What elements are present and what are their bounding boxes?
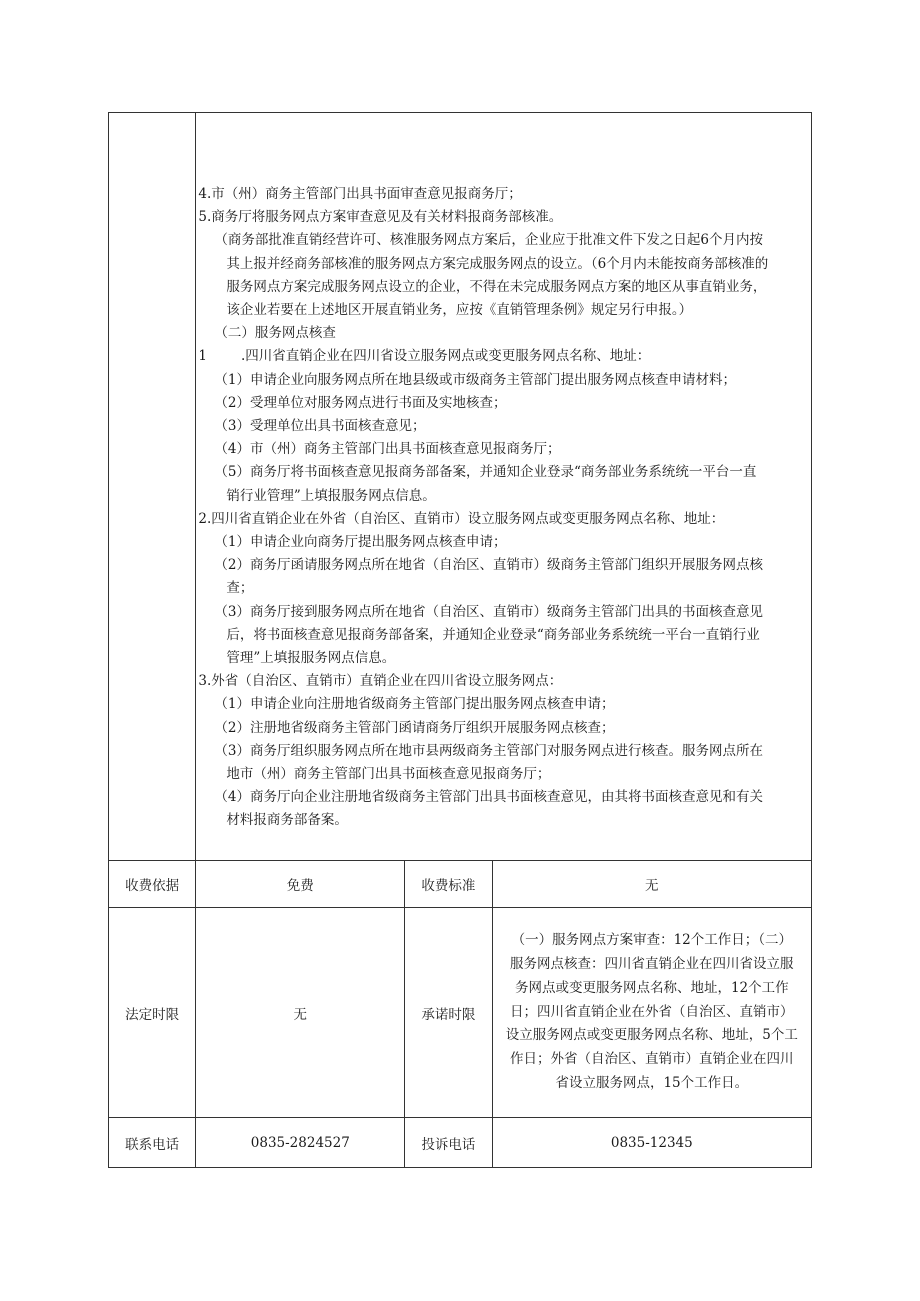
- promise-time-line: 日；四川省直销企业在外省（自治区、直销市）: [510, 1003, 794, 1020]
- fee-standard-value: 无: [492, 861, 811, 908]
- item1-step: （2）受理单位对服务网点进行书面及实地核查；: [214, 394, 507, 411]
- promise-time-line: 服务网点核查：四川省直销企业在四川省设立服: [510, 956, 794, 972]
- item2-step: 管理”上填报服务网点信息。: [226, 650, 396, 667]
- approval-note-line: 服务网点方案完成服务网点设立的企业，不得在未完成服务网点方案的地区从事直销业务，: [226, 278, 767, 295]
- fee-basis-value: 免费: [196, 861, 405, 908]
- item2-step: （1）申请企业向商务厅提出服务网点核查申请；: [214, 534, 507, 551]
- fee-row: [109, 861, 812, 908]
- promise-time-line: （一）服务网点方案审查：12个工作日；（二）: [511, 932, 793, 949]
- item3-step: （1）申请企业向注册地省级商务主管部门提出服务网点核查申请；: [214, 696, 615, 713]
- item2-title: 2.四川省直销企业在外省（自治区、直销市）设立服务网点或变更服务网点名称、地址：: [198, 510, 725, 527]
- procedure-line: 5.商务厅将服务网点方案审查意见及有关材料报商务部核准。: [198, 209, 563, 226]
- contact-row: [109, 1118, 812, 1168]
- fee-basis-label: 收费依据: [109, 861, 196, 908]
- item2-step: 后，将书面核查意见报商务部备案，并通知企业登录“商务部业务系统统一平台一直销行业: [226, 626, 760, 643]
- item1-step: （5）商务厅将书面核查意见报商务部备案，并通知企业登录“商务部业务系统统一平台一直: [214, 464, 757, 481]
- procedure-content-cell: [196, 113, 812, 861]
- item3-step: （2）注册地省级商务主管部门函请商务厅组织开展服务网点核查；: [214, 719, 615, 736]
- procedure-line: 4.市（州）商务主管部门出具书面审查意见报商务厅；: [198, 186, 522, 202]
- complaint-phone-value: 0835-12345: [492, 1118, 811, 1168]
- approval-note-line: 该企业若要在上述地区开展直销业务，应按《直销管理条例》规定另行申报。）: [226, 302, 693, 319]
- approval-note-line: 其上报并经商务部核准的服务网点方案完成服务网点的设立。（6个月内未能按商务部核准的: [226, 255, 769, 272]
- contact-phone-value: 0835-2824527: [196, 1118, 405, 1168]
- item2-step: （2）商务厅函请服务网点所在地省（自治区、直销市）级商务主管部门组织开展服务网点核: [214, 557, 763, 574]
- approval-note-line: （商务部批准直销经营许可、核准服务网点方案后，企业应于批准文件下发之日起6个月内按: [214, 232, 763, 249]
- item1-title: [198, 345, 809, 368]
- item1-step: （3）受理单位出具书面核查意见；: [214, 418, 426, 435]
- legal-time-value: 无: [196, 908, 405, 1118]
- item3-step: （4）商务厅向企业注册地省级商务主管部门出具书面核查意见，由其将书面核查意见和有关: [214, 789, 763, 806]
- item3-step: 材料报商务部备案。: [226, 812, 348, 829]
- promise-time-line: 设立服务网点或变更服务网点名称、地址，5个工: [505, 1027, 798, 1044]
- fee-standard-label: 收费标准: [405, 861, 492, 908]
- item1-step: 销行业管理”上填报服务网点信息。: [226, 487, 436, 504]
- procedure-row: [109, 113, 812, 861]
- contact-phone-label: 联系电话: [109, 1118, 196, 1168]
- item1-title-text: .四川省直销企业在四川省设立服务网点或变更服务网点名称、地址：: [240, 348, 651, 365]
- item1-step: （1）申请企业向服务网点所在地县级或市级商务主管部门提出服务网点核查申请材料；: [214, 371, 736, 388]
- item3-title: 3.外省（自治区、直销市）直销企业在四川省设立服务网点：: [198, 673, 563, 690]
- item2-step: （3）商务厅接到服务网点所在地省（自治区、直销市）级商务主管部门出具的书面核查意见: [214, 603, 763, 620]
- complaint-phone-label: 投诉电话: [405, 1118, 492, 1168]
- promise-time-value: [492, 908, 811, 1118]
- item3-step: （3）商务厅组织服务网点所在地市县两级商务主管部门对服务网点进行核查。服务网点所在: [214, 742, 763, 759]
- legal-time-label: 法定时限: [109, 908, 196, 1118]
- promise-time-line: 省设立服务网点，15个工作日。: [555, 1074, 749, 1091]
- procedure-label-cell: [109, 113, 196, 861]
- item1-number: 1: [198, 348, 207, 365]
- section-title: （二）服务网点核查: [214, 325, 336, 342]
- time-limit-row: [109, 908, 812, 1118]
- item3-step: 地市（州）商务主管部门出具书面核查意见报商务厅；: [226, 766, 551, 783]
- item1-step: （4）市（州）商务主管部门出具书面核查意见报商务厅；: [214, 441, 561, 458]
- promise-time-label: 承诺时限: [405, 908, 492, 1118]
- promise-time-line: 务网点或变更服务网点名称、地址，12个工作: [514, 979, 789, 996]
- service-guide-table: [108, 112, 812, 1168]
- item2-step: 查；: [226, 580, 254, 597]
- promise-time-line: 作日；外省（自治区、直销市）直销企业在四川: [510, 1051, 794, 1068]
